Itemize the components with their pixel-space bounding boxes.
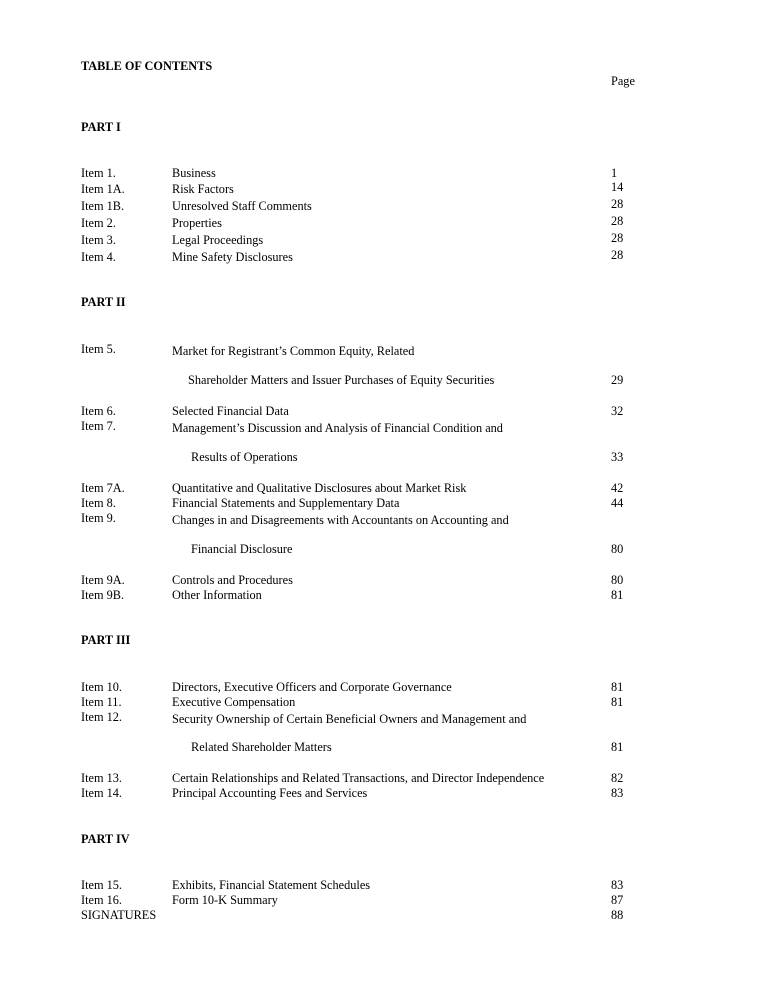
toc-entry-link[interactable]: Other Information — [172, 588, 262, 602]
toc-entry-continuation[interactable]: Related Shareholder Matters — [191, 740, 332, 754]
item-number: Item 1B. — [81, 199, 125, 213]
item-number: Item 15. — [81, 878, 122, 892]
toc-entry-link[interactable]: Directors, Executive Officers and Corporate Governance — [172, 680, 452, 694]
toc-entry-link[interactable]: Management’s Discussion and Analysis of Financial Condition and — [172, 421, 503, 435]
item-number: Item 1. — [81, 166, 116, 180]
toc-entry-link[interactable]: Form 10-K Summary — [172, 893, 278, 907]
item-number: Item 4. — [81, 250, 116, 264]
page-number: 81 — [611, 740, 624, 754]
page-number: 83 — [611, 878, 624, 892]
page-number: 42 — [611, 481, 624, 495]
toc-entry-link[interactable]: Certain Relationships and Related Transactions, and Director Independence — [172, 771, 545, 785]
toc-entry-link[interactable]: Security Ownership of Certain Beneficial Owners and Management and — [172, 712, 527, 726]
toc-entry-link[interactable]: Changes in and Disagreements with Accountants on Accounting and — [172, 513, 509, 527]
page-number: 82 — [611, 771, 624, 785]
item-number: Item 16. — [81, 893, 122, 907]
toc-entry-continuation[interactable]: Financial Disclosure — [191, 542, 293, 556]
part-heading: PART III — [81, 633, 131, 647]
toc-entry-link[interactable]: Selected Financial Data — [172, 404, 289, 418]
page-number: 87 — [611, 893, 624, 907]
page-number: 81 — [611, 588, 624, 602]
toc-entry-link[interactable]: Unresolved Staff Comments — [172, 199, 312, 213]
toc-entry-continuation[interactable]: Results of Operations — [191, 450, 298, 464]
page-number: 1 — [611, 166, 618, 180]
item-number: Item 10. — [81, 680, 122, 694]
item-number: Item 12. — [81, 710, 122, 724]
page-number: 83 — [611, 786, 624, 800]
page-number: 32 — [611, 404, 624, 418]
item-number: Item 13. — [81, 771, 122, 785]
toc-entry-link[interactable]: Risk Factors — [172, 182, 234, 196]
toc-entry-link[interactable]: Financial Statements and Supplementary Data — [172, 496, 400, 510]
item-number: Item 5. — [81, 342, 116, 356]
toc-entry-link[interactable]: Quantitative and Qualitative Disclosures about Market Risk — [172, 481, 467, 495]
page-number: 28 — [611, 231, 624, 245]
toc-entry-continuation[interactable]: Shareholder Matters and Issuer Purchases of Equity Securities — [188, 373, 495, 387]
item-number: Item 6. — [81, 404, 116, 418]
page-number: 80 — [611, 542, 624, 556]
item-number: Item 14. — [81, 786, 122, 800]
toc-entry-link[interactable]: Mine Safety Disclosures — [172, 250, 293, 264]
page-number: 33 — [611, 450, 624, 464]
page-number: 28 — [611, 248, 624, 262]
item-number: Item 8. — [81, 496, 116, 510]
page-number: 28 — [611, 214, 624, 228]
page-number: 28 — [611, 197, 624, 211]
toc-entry-link[interactable]: Properties — [172, 216, 222, 230]
toc-entry-link[interactable]: Controls and Procedures — [172, 573, 293, 587]
page-title: TABLE OF CONTENTS — [81, 59, 213, 73]
item-number: Item 9A. — [81, 573, 125, 587]
page-number: 81 — [611, 695, 624, 709]
item-number: Item 2. — [81, 216, 116, 230]
item-number: Item 9. — [81, 511, 116, 525]
page-number: 88 — [611, 908, 624, 922]
page-number: 29 — [611, 373, 624, 387]
item-number: Item 1A. — [81, 182, 125, 196]
toc-entry-link[interactable]: Market for Registrant’s Common Equity, Related — [172, 344, 415, 358]
item-number: Item 7. — [81, 419, 116, 433]
toc-entry-link[interactable]: Principal Accounting Fees and Services — [172, 786, 368, 800]
item-number: Item 9B. — [81, 588, 125, 602]
item-number: Item 11. — [81, 695, 122, 709]
toc-entry-link[interactable]: Executive Compensation — [172, 695, 296, 709]
page-number: 44 — [611, 496, 624, 510]
toc-entry-link[interactable]: Exhibits, Financial Statement Schedules — [172, 878, 371, 892]
page-number: 81 — [611, 680, 624, 694]
part-heading: PART IV — [81, 832, 130, 846]
part-heading: PART I — [81, 120, 121, 134]
page-number: 14 — [611, 180, 624, 194]
item-number: Item 7A. — [81, 481, 125, 495]
toc-entry-link[interactable]: Business — [172, 166, 216, 180]
item-number: Item 3. — [81, 233, 116, 247]
signatures-link[interactable]: SIGNATURES — [81, 908, 157, 922]
page-column-header: Page — [611, 74, 635, 88]
part-heading: PART II — [81, 295, 126, 309]
page-number: 80 — [611, 573, 624, 587]
toc-entry-link[interactable]: Legal Proceedings — [172, 233, 264, 247]
